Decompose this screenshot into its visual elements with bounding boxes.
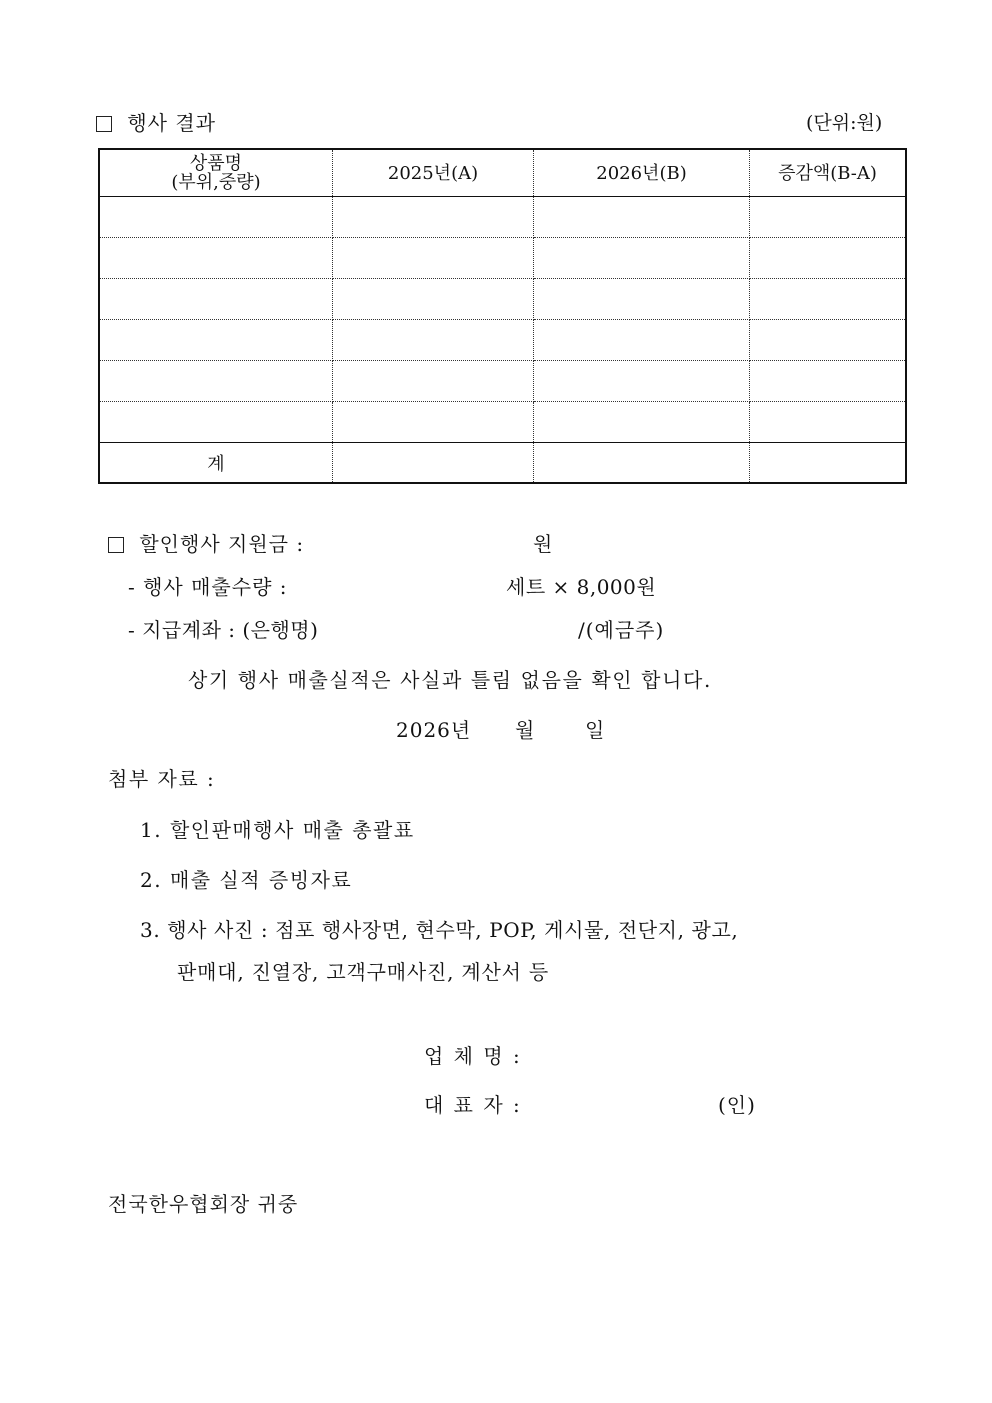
section-title-text: 행사 결과	[127, 111, 216, 135]
table-row	[99, 279, 906, 320]
attachment-item: 2. 매출 실적 증빙자료	[140, 868, 353, 892]
date-day: 일	[585, 718, 606, 742]
representative-field[interactable]	[545, 1089, 705, 1113]
cell-product[interactable]	[99, 361, 333, 402]
cell-diff[interactable]	[750, 279, 907, 320]
date-month: 월	[515, 718, 536, 742]
header-diff: 증감액(B-A)	[750, 149, 907, 197]
cell-product[interactable]	[99, 197, 333, 238]
table-header-row	[99, 149, 906, 197]
cell-b[interactable]	[534, 238, 750, 279]
checkbox-square-icon	[108, 537, 124, 553]
date-year: 2026년	[396, 718, 472, 742]
company-name-label: 업 체 명 :	[424, 1044, 522, 1068]
cell-product[interactable]	[99, 320, 333, 361]
result-table	[98, 148, 907, 484]
cell-a[interactable]	[333, 320, 534, 361]
company-name-field[interactable]	[545, 1040, 695, 1064]
sales-qty-label: - 행사 매출수량 :	[128, 575, 288, 599]
cell-b[interactable]	[534, 197, 750, 238]
total-b[interactable]	[534, 443, 750, 484]
cell-diff[interactable]	[750, 197, 907, 238]
account-label: - 지급계좌 : (은행명)	[128, 618, 319, 642]
result-section-title	[96, 107, 216, 136]
cell-diff[interactable]	[750, 361, 907, 402]
header-product	[99, 149, 333, 197]
cell-a[interactable]	[333, 238, 534, 279]
cell-a[interactable]	[333, 279, 534, 320]
subsidy-title-text: 할인행사 지원금 :	[139, 532, 305, 556]
cell-diff[interactable]	[750, 402, 907, 443]
table-row	[99, 238, 906, 279]
account-holder: /(예금주)	[578, 618, 665, 642]
attachment-item: 3. 행사 사진 : 점포 행사장면, 현수막, POP, 게시물, 전단지, 광고,	[140, 918, 739, 942]
header-year-b: 2026년(B)	[534, 149, 750, 197]
cell-b[interactable]	[534, 279, 750, 320]
unit-note: (단위:원)	[806, 112, 883, 134]
cell-a[interactable]	[333, 197, 534, 238]
table-row	[99, 320, 906, 361]
attachment-item-continued: 판매대, 진열장, 고객구매사진, 계산서 등	[177, 960, 550, 984]
total-a[interactable]	[333, 443, 534, 484]
recipient: 전국한우협회장 귀중	[108, 1192, 299, 1216]
header-product-line2: (부위,중량)	[171, 172, 261, 193]
sales-qty-formula: 세트 × 8,000원	[506, 575, 657, 599]
cell-product[interactable]	[99, 279, 333, 320]
cell-diff[interactable]	[750, 320, 907, 361]
total-diff[interactable]	[750, 443, 907, 484]
cell-b[interactable]	[534, 361, 750, 402]
cell-diff[interactable]	[750, 238, 907, 279]
confirmation-statement: 상기 행사 매출실적은 사실과 틀림 없음을 확인 합니다.	[188, 668, 712, 692]
header-year-a: 2025년(A)	[333, 149, 534, 197]
table-total-row	[99, 443, 906, 484]
attachment-item: 1. 할인판매행사 매출 총괄표	[140, 818, 415, 842]
cell-b[interactable]	[534, 320, 750, 361]
cell-a[interactable]	[333, 402, 534, 443]
seal-mark: (인)	[718, 1093, 756, 1117]
total-label: 계	[99, 443, 333, 484]
cell-product[interactable]	[99, 238, 333, 279]
subsidy-unit: 원	[533, 532, 554, 556]
cell-product[interactable]	[99, 402, 333, 443]
table-row	[99, 197, 906, 238]
representative-label: 대 표 자 :	[424, 1093, 522, 1117]
attachments-title: 첨부 자료 :	[108, 767, 216, 791]
header-product-line1: 상품명	[189, 153, 243, 174]
cell-a[interactable]	[333, 361, 534, 402]
checkbox-square-icon	[96, 116, 112, 132]
subsidy-title	[108, 528, 304, 557]
cell-b[interactable]	[534, 402, 750, 443]
table-row	[99, 361, 906, 402]
table-row	[99, 402, 906, 443]
